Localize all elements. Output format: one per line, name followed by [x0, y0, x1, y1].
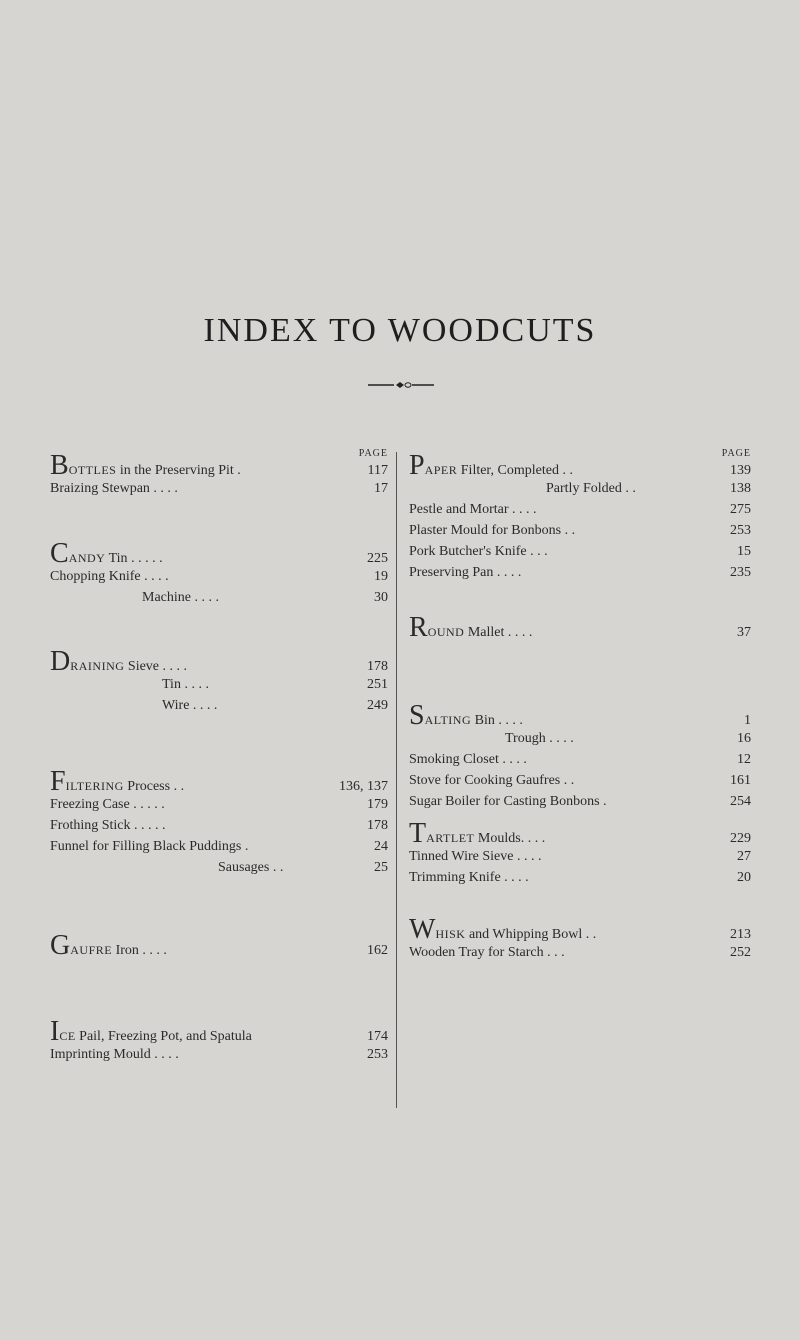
- entry-text: Chopping Knife: [50, 569, 141, 584]
- page-number: 24: [374, 839, 388, 854]
- leader-dots: . .: [560, 773, 575, 788]
- drop-initial: B: [50, 452, 69, 481]
- entry-label: [50, 566, 370, 587]
- index-entry: [409, 749, 751, 770]
- index-entry: [409, 541, 751, 562]
- page-column-header: PAGE: [358, 448, 388, 459]
- entry-label: [409, 478, 726, 499]
- page-number: 138: [730, 481, 751, 496]
- leader-dots: . .: [269, 860, 284, 875]
- drop-initial: F: [50, 768, 66, 797]
- leader-dots: . .: [170, 779, 185, 794]
- entry-label: [409, 770, 726, 791]
- entry-label: [409, 728, 733, 749]
- index-entry: [409, 846, 751, 867]
- leader-dots: . . . .: [140, 569, 169, 584]
- page-number: 251: [367, 677, 388, 692]
- page-number: 179: [367, 797, 388, 812]
- index-letter-group: [50, 768, 388, 878]
- entry-text: Imprinting Mould: [50, 1047, 151, 1062]
- drop-initial: C: [50, 540, 69, 569]
- leader-dots: . . . .: [190, 590, 219, 605]
- index-entry: [409, 820, 751, 849]
- small-caps-word: RAINING: [70, 659, 125, 673]
- page-number: 30: [374, 590, 388, 605]
- entry-text: Partly Folded: [546, 481, 622, 496]
- page-number: 253: [730, 523, 751, 538]
- index-entry: [409, 702, 751, 731]
- ornament-rule: [368, 380, 434, 390]
- entry-text: Tin: [105, 551, 128, 566]
- leader-dots: . .: [558, 463, 573, 478]
- index-entry: [409, 499, 751, 520]
- page-number: 19: [374, 569, 388, 584]
- drop-initial: G: [50, 932, 71, 961]
- entry-text: Sugar Boiler for Casting Bonbons: [409, 794, 600, 809]
- small-caps-word: CE: [59, 1029, 76, 1043]
- index-entry: [50, 452, 388, 481]
- leader-dots: . . . .: [508, 502, 537, 517]
- entry-text: Funnel for Filling Black Puddings: [50, 839, 242, 854]
- leader-dots: . . . .: [150, 1047, 179, 1062]
- index-entry: [50, 857, 388, 878]
- leader-dots: .: [233, 463, 241, 478]
- entry-label: [50, 478, 370, 499]
- index-letter-group: [50, 452, 388, 499]
- small-caps-word: HISK: [435, 927, 466, 941]
- page-number: 178: [367, 818, 388, 833]
- page-number: 27: [737, 849, 751, 864]
- entry-text: Tin: [162, 677, 181, 692]
- leader-dots: . .: [621, 481, 636, 496]
- entry-label: [409, 749, 733, 770]
- index-entry: [50, 768, 388, 797]
- page-number: 252: [730, 945, 751, 960]
- leader-dots: . . . .: [149, 481, 178, 496]
- leader-dots: .: [599, 794, 607, 809]
- page-number: 161: [730, 773, 751, 788]
- leader-dots: . . . .: [180, 677, 209, 692]
- index-entry: [50, 648, 388, 677]
- entry-label: [50, 932, 363, 964]
- index-letter-group: [409, 702, 751, 812]
- entry-text: Wire: [162, 698, 190, 713]
- leader-dots: . . . .: [513, 849, 542, 864]
- index-letter-group: [409, 916, 751, 963]
- page-number: 162: [367, 943, 388, 958]
- index-entry: [409, 614, 751, 643]
- right-column: [409, 448, 751, 960]
- page-number: 25: [374, 860, 388, 875]
- entry-text: Process: [123, 779, 171, 794]
- index-letter-group: [50, 540, 388, 608]
- page-title: INDEX TO WOODCUTS: [203, 312, 597, 349]
- page-column-header: PAGE: [721, 448, 751, 459]
- entry-label: [50, 587, 370, 608]
- page-number: 136, 137: [339, 779, 388, 794]
- leader-dots: . . . . .: [129, 797, 165, 812]
- entry-text: Machine: [142, 590, 191, 605]
- drop-initial: S: [409, 702, 425, 731]
- small-caps-word: OUND: [427, 625, 465, 639]
- drop-initial: P: [409, 452, 425, 481]
- index-entry: [50, 815, 388, 836]
- entry-text: Freezing Case: [50, 797, 130, 812]
- index-entry: [50, 695, 388, 716]
- entry-text: Trough: [505, 731, 546, 746]
- small-caps-word: ILTERING: [65, 779, 124, 793]
- drop-initial: D: [50, 648, 71, 677]
- page-number: 253: [367, 1047, 388, 1062]
- page-number: 229: [730, 831, 751, 846]
- index-entry: [409, 867, 751, 888]
- leader-dots: . .: [582, 927, 597, 942]
- entry-label: [409, 942, 726, 963]
- entry-text: Smoking Closet: [409, 752, 499, 767]
- entry-label: [409, 846, 733, 867]
- entry-label: [409, 791, 726, 812]
- index-entry: [50, 794, 388, 815]
- page-number: 275: [730, 502, 751, 517]
- leader-dots: . . .: [526, 544, 548, 559]
- index-entry: [50, 587, 388, 608]
- page-number: 174: [367, 1029, 388, 1044]
- page-number: 213: [730, 927, 751, 942]
- leader-dots: . .: [561, 523, 576, 538]
- entry-text: Wooden Tray for Starch: [409, 945, 544, 960]
- index-entry: [50, 932, 388, 961]
- leader-dots: . . . .: [494, 713, 523, 728]
- page-number: 12: [737, 752, 751, 767]
- entry-text: Preserving Pan: [409, 565, 494, 580]
- small-caps-word: ALTING: [424, 713, 472, 727]
- entry-text: Sausages: [218, 860, 270, 875]
- page-number: 254: [730, 794, 751, 809]
- entry-text: Moulds: [474, 831, 521, 846]
- entry-text: Filter, Completed: [457, 463, 559, 478]
- index-entry: [409, 916, 751, 945]
- index-entry: [50, 1044, 388, 1065]
- entry-label: [50, 836, 370, 857]
- index-entry: [50, 566, 388, 587]
- small-caps-word: OTTLES: [68, 463, 117, 477]
- entry-label: [50, 695, 363, 716]
- page-number: 235: [730, 565, 751, 580]
- index-letter-group: [409, 614, 751, 643]
- leader-dots: . . . .: [520, 831, 546, 846]
- leader-dots: . . . .: [500, 870, 529, 885]
- index-entry: [409, 770, 751, 791]
- page-number: 249: [367, 698, 388, 713]
- page-number: 16: [737, 731, 751, 746]
- entry-text: Pork Butcher's Knife: [409, 544, 527, 559]
- entry-text: Braizing Stewpan: [50, 481, 150, 496]
- leader-dots: . . . .: [159, 659, 188, 674]
- entry-text: Bin: [471, 713, 495, 728]
- leader-dots: .: [241, 839, 249, 854]
- leader-dots: . . . . .: [127, 551, 163, 566]
- index-letter-group: [50, 932, 388, 961]
- index-entry: [50, 836, 388, 857]
- index-entry: [409, 452, 751, 481]
- index-entry: [409, 562, 751, 583]
- index-entry: [50, 478, 388, 499]
- entry-label: [409, 614, 733, 646]
- entry-text: in the Preserving Pit: [116, 463, 234, 478]
- small-caps-word: ANDY: [68, 551, 106, 565]
- small-caps-word: APER: [424, 463, 458, 477]
- entry-text: Pestle and Mortar: [409, 502, 509, 517]
- page-number: 15: [737, 544, 751, 559]
- leader-dots: . . .: [543, 945, 565, 960]
- column-divider: [396, 452, 397, 1108]
- page-number: 225: [367, 551, 388, 566]
- drop-initial: I: [50, 1018, 60, 1047]
- index-entry: [409, 520, 751, 541]
- index-entry: [409, 728, 751, 749]
- leader-dots: . . . .: [498, 752, 527, 767]
- entry-text: Frothing Stick: [50, 818, 131, 833]
- entry-text: Sieve: [124, 659, 160, 674]
- page-number: 20: [737, 870, 751, 885]
- small-caps-word: ARTLET: [426, 831, 475, 845]
- entry-label: [50, 674, 363, 695]
- leader-dots: . . . .: [138, 943, 167, 958]
- entry-text: Trimming Knife: [409, 870, 501, 885]
- page-number: 178: [367, 659, 388, 674]
- entry-label: [409, 520, 726, 541]
- index-entry: [50, 1018, 388, 1047]
- leader-dots: . . . .: [189, 698, 218, 713]
- page-number: 139: [730, 463, 751, 478]
- page-number: 117: [367, 463, 388, 478]
- entry-label: [409, 499, 726, 520]
- entry-text: Tinned Wire Sieve: [409, 849, 514, 864]
- leader-dots: . . . .: [493, 565, 522, 580]
- drop-initial: R: [409, 614, 428, 643]
- entry-label: [50, 857, 370, 878]
- entry-label: [50, 815, 363, 836]
- index-letter-group: [409, 820, 751, 888]
- leader-dots: . . . . .: [130, 818, 166, 833]
- entry-label: [50, 794, 363, 815]
- index-letter-group: [50, 1018, 388, 1065]
- entry-text: Mallet: [464, 625, 505, 640]
- entry-label: [409, 541, 733, 562]
- drop-initial: T: [409, 820, 427, 849]
- leader-dots: . . . .: [504, 625, 533, 640]
- entry-label: [409, 867, 733, 888]
- index-entry: [50, 674, 388, 695]
- small-caps-word: AUFRE: [70, 943, 113, 957]
- index-entry: [409, 942, 751, 963]
- index-entry: [409, 791, 751, 812]
- index-letter-group: [409, 452, 751, 583]
- left-column: [50, 448, 388, 1062]
- drop-initial: W: [409, 916, 436, 945]
- leader-dots: . . . .: [545, 731, 574, 746]
- page-number: 1: [744, 713, 751, 728]
- entry-text: Pail, Freezing Pot, and Spatula: [75, 1029, 252, 1044]
- entry-text: Plaster Mould for Bonbons: [409, 523, 562, 538]
- entry-label: [409, 562, 726, 583]
- index-letter-group: [50, 648, 388, 716]
- page-number: 37: [737, 625, 751, 640]
- page-number: 17: [374, 481, 388, 496]
- index-entry: [409, 478, 751, 499]
- entry-text: Iron: [112, 943, 139, 958]
- entry-text: and Whipping Bowl: [465, 927, 583, 942]
- entry-label: [50, 1044, 363, 1065]
- entry-text: Stove for Cooking Gaufres: [409, 773, 561, 788]
- index-entry: [50, 540, 388, 569]
